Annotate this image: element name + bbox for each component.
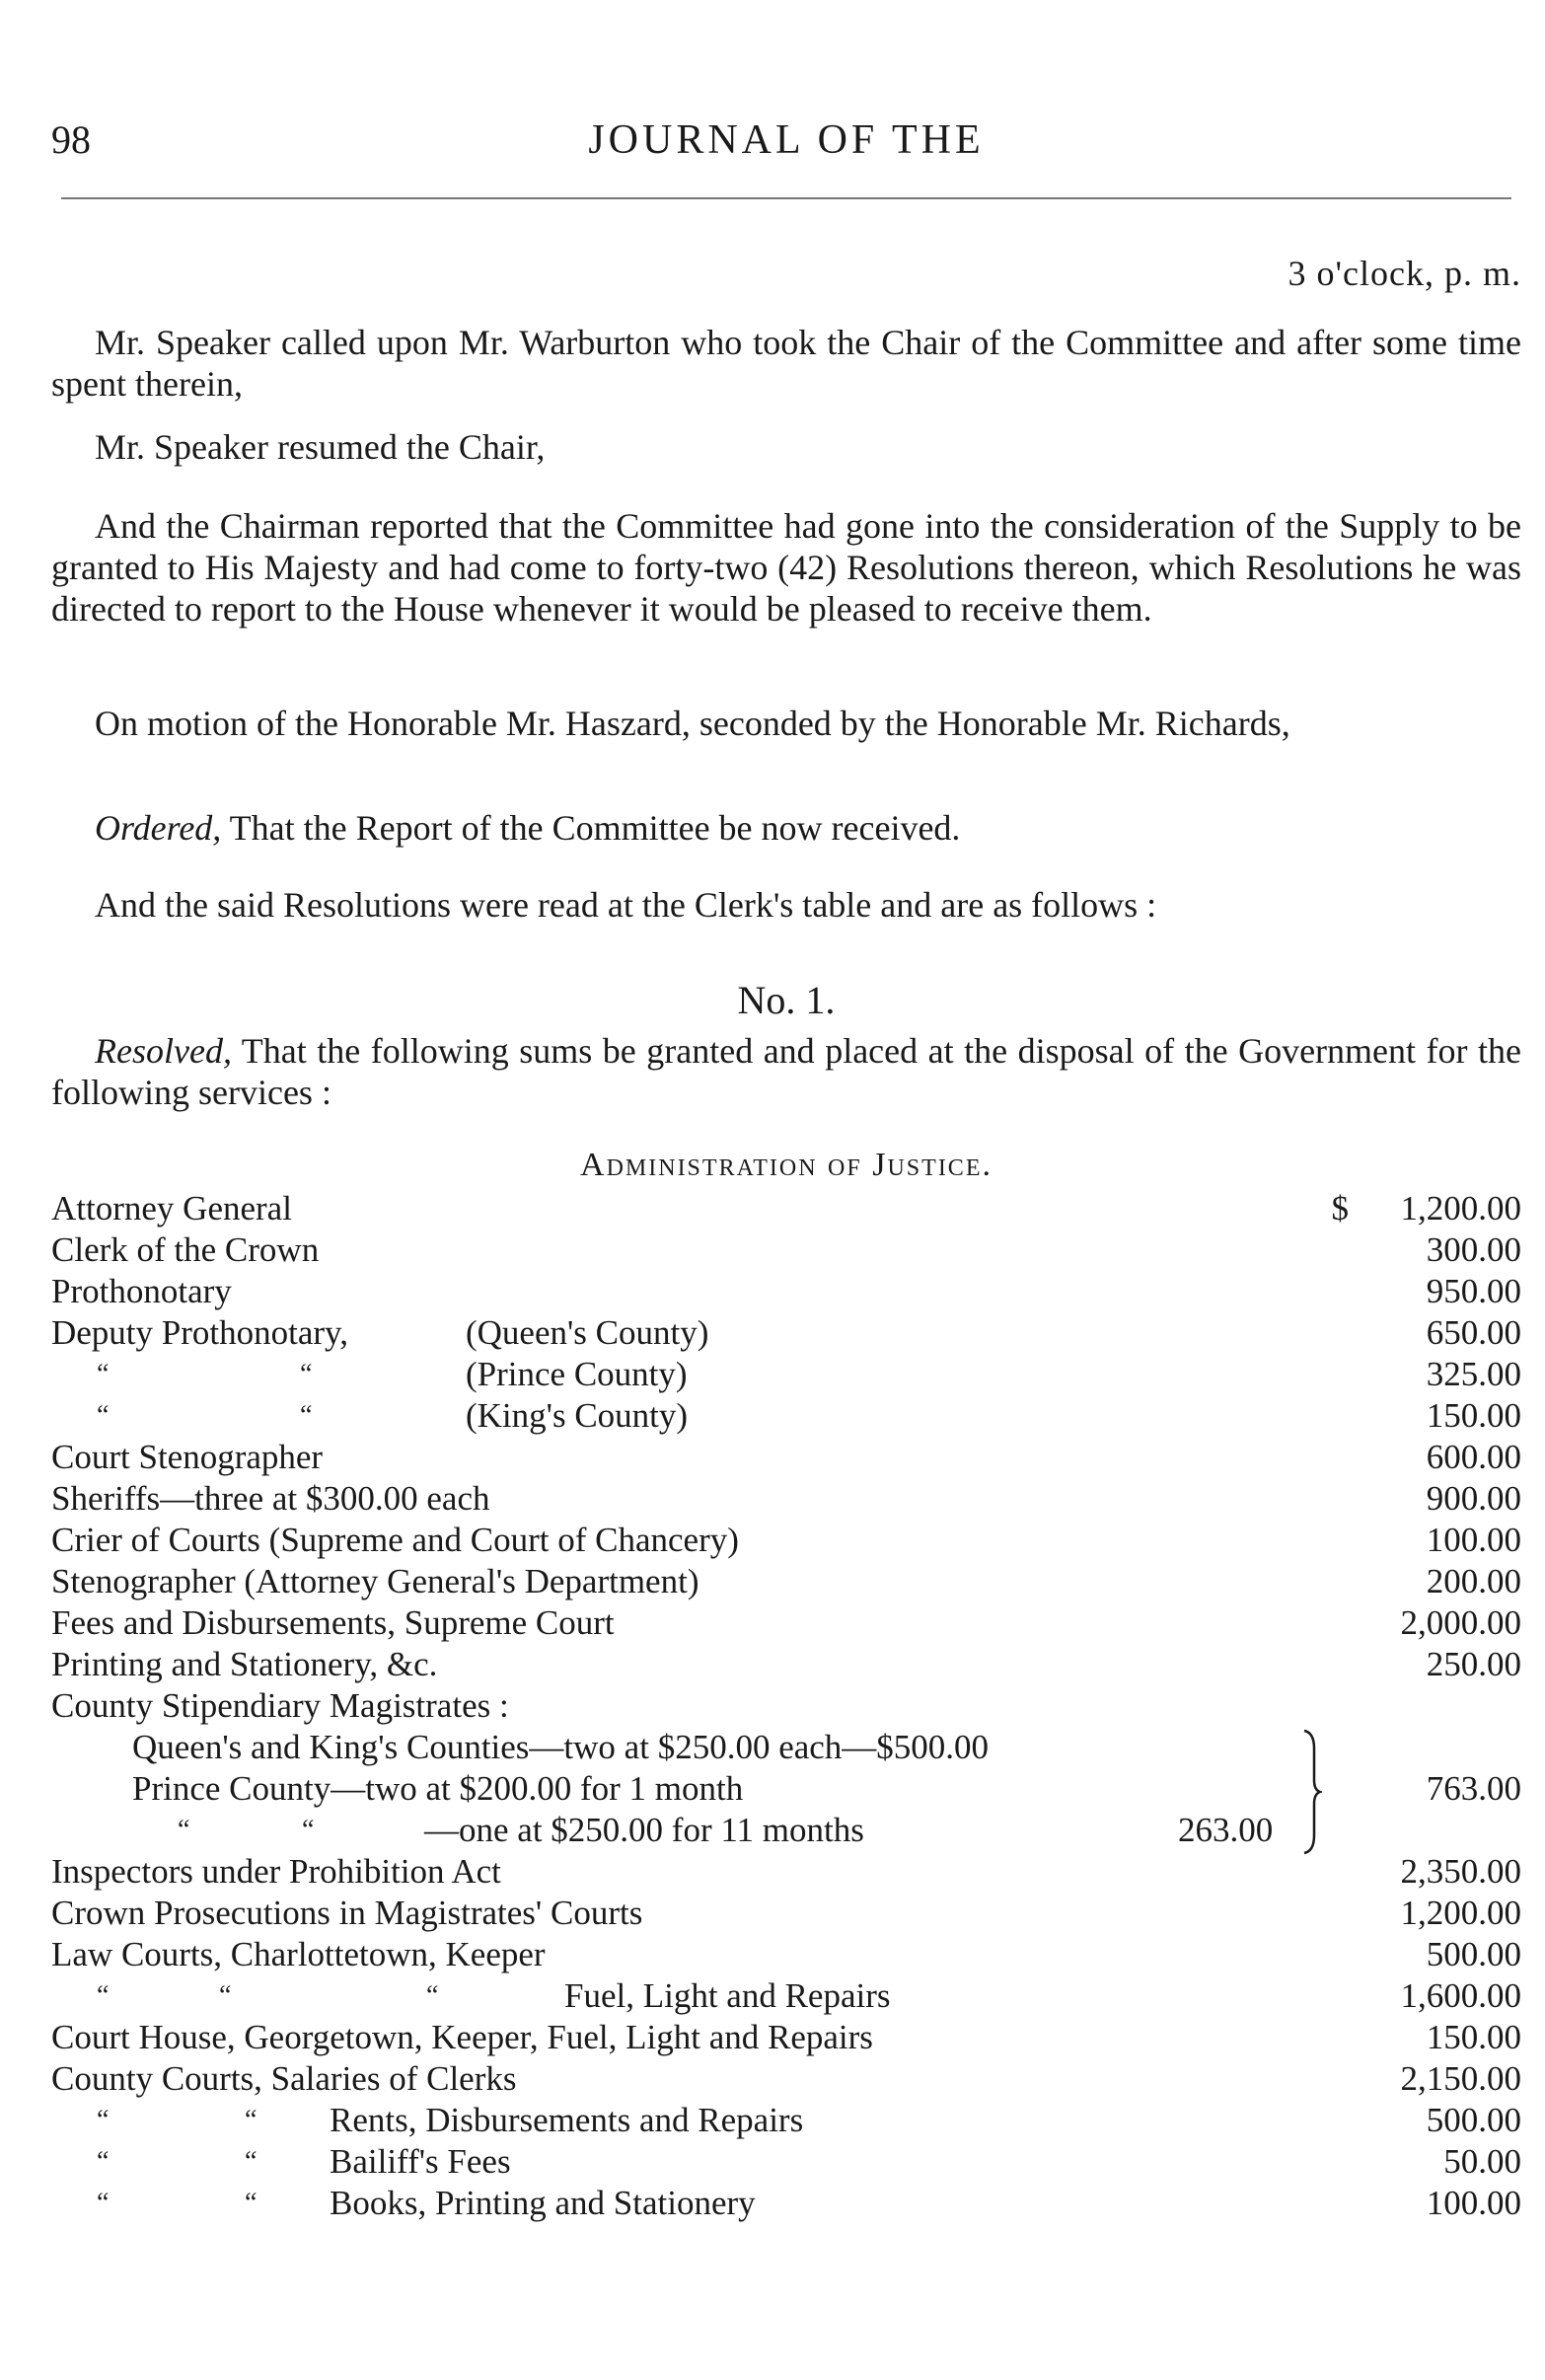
row-amount: 200.00: [1426, 1562, 1521, 1600]
row-sub: (King's County): [466, 1396, 689, 1435]
table-row: [51, 1810, 1521, 1851]
ditto-mark: “: [300, 1359, 313, 1389]
journal-page: [51, 0, 1521, 2380]
table-row: [51, 1602, 1521, 1644]
row-sub: (Prince County): [466, 1355, 688, 1393]
row-label: Printing and Stationery, &c.: [51, 1645, 438, 1683]
row-label: Prothonotary: [51, 1272, 232, 1310]
table-row: [51, 1520, 1521, 1561]
row-label: Deputy Prothonotary,: [51, 1313, 349, 1352]
page-header: [51, 116, 1521, 176]
table-row: [51, 1229, 1521, 1271]
row-sub: Fuel, Light and Repairs: [564, 1976, 891, 2015]
table-row: [51, 1768, 1521, 1810]
ditto-mark: “: [97, 2105, 110, 2135]
ditto-mark: “: [178, 1815, 190, 1845]
section-heading: Administration of Justice.: [580, 1147, 993, 1183]
row-sub: Rents, Disbursements and Repairs: [330, 2101, 804, 2139]
row-label: County Stipendiary Magistrates :: [51, 1686, 509, 1725]
paragraph-resolutions-read: And the said Resolutions were read at the Clerk's table and are as follows :: [95, 885, 1157, 925]
row-amount: 900.00: [1426, 1479, 1521, 1518]
ditto-mark: “: [219, 1980, 232, 2011]
row-sub: Prince County—two at $200.00 for 1 month: [132, 1769, 744, 1808]
table-row: [51, 1354, 1521, 1395]
ditto-mark: “: [97, 1980, 110, 2011]
row-amount: 100.00: [1426, 2184, 1521, 2222]
brace-bracket: [1302, 1729, 1322, 1855]
row-sub: —one at $250.00 for 11 months: [424, 1811, 864, 1849]
ditto-mark: “: [426, 1980, 439, 2011]
row-amount: 500.00: [1426, 2101, 1521, 2139]
row-label: Crier of Courts (Supreme and Court of Chancery): [51, 1521, 739, 1559]
ditto-mark: “: [245, 2188, 258, 2218]
row-label: Stenographer (Attorney General's Department): [51, 1562, 699, 1600]
ditto-mark: “: [245, 2146, 258, 2177]
table-row: [51, 2058, 1521, 2100]
row-label: Court House, Georgetown, Keeper, Fuel, Light and Repairs: [51, 2018, 873, 2056]
table-row: [51, 2183, 1521, 2224]
table-row: [51, 1975, 1521, 2017]
row-amount: 325.00: [1426, 1355, 1521, 1393]
table-row: [51, 1851, 1521, 1893]
row-amount: 1,200.00: [1400, 1894, 1521, 1932]
row-sub: Queen's and King's Counties—two at $250.00 each—$500.00: [132, 1728, 990, 1766]
ditto-mark: “: [97, 2188, 110, 2218]
row-amount: 650.00: [1426, 1313, 1521, 1352]
table-row: [51, 1188, 1521, 1229]
table-row: [51, 1312, 1521, 1354]
row-amount: 2,000.00: [1400, 1603, 1521, 1642]
row-amount: 300.00: [1426, 1230, 1521, 1269]
row-subamount: 263.00: [1178, 1811, 1274, 1849]
table-row: [51, 1727, 1521, 1768]
row-label: Clerk of the Crown: [51, 1230, 320, 1269]
table-row: [51, 1893, 1521, 1934]
ditto-mark: “: [245, 2105, 258, 2135]
row-label: County Courts, Salaries of Clerks: [51, 2059, 517, 2098]
table-row: [51, 1934, 1521, 1975]
resolved-italic: Resolved,: [95, 1031, 232, 1071]
row-amount: 600.00: [1426, 1438, 1521, 1476]
ditto-mark: “: [97, 1359, 110, 1389]
row-sub: Bailiff's Fees: [330, 2142, 511, 2181]
row-label: Inspectors under Prohibition Act: [51, 1852, 501, 1891]
ditto-mark: “: [302, 1815, 315, 1845]
table-row: [51, 1644, 1521, 1685]
table-row: [51, 1437, 1521, 1478]
row-amount: 2,350.00: [1400, 1852, 1521, 1891]
row-label: Crown Prosecutions in Magistrates' Courts: [51, 1894, 643, 1932]
ditto-mark: “: [97, 1400, 110, 1431]
paragraph-chairman-report: And the Chairman reported that the Committee had gone into the consideration of the Supply to be granted to His Majesty and had come to forty-two (42) Resolutions thereon, which Resolutions he was directed to report to the House whenever it would be pleased to receive them.: [51, 506, 1521, 629]
paragraph-committee: Mr. Speaker called upon Mr. Warburton who took the Chair of the Committee and after some time spent therein,: [51, 323, 1521, 404]
dollar-sign: $: [1331, 1189, 1349, 1227]
time-line: 3 o'clock, p. m.: [1288, 254, 1521, 293]
row-sub: Books, Printing and Stationery: [330, 2184, 756, 2222]
row-amount: 1,200.00: [1400, 1189, 1521, 1227]
table-row: [51, 2141, 1521, 2183]
row-label: Law Courts, Charlottetown, Keeper: [51, 1935, 546, 1973]
paragraph-ordered: [51, 807, 1521, 849]
table-row: [51, 2100, 1521, 2141]
row-label: Sheriffs—three at $300.00 each: [51, 1479, 490, 1518]
table-row: [51, 2017, 1521, 2058]
row-amount: 50.00: [1443, 2142, 1521, 2181]
ordered-italic: Ordered,: [95, 808, 222, 848]
row-amount: 250.00: [1426, 1645, 1521, 1683]
row-amount: 950.00: [1426, 1272, 1521, 1310]
header-rule: [61, 197, 1511, 199]
table-row: [51, 1478, 1521, 1520]
table-row: [51, 1271, 1521, 1312]
page-number: 98: [51, 117, 91, 162]
paragraph-resolved: [51, 1030, 1521, 1113]
row-label: Court Stenographer: [51, 1438, 324, 1476]
paragraph-motion: On motion of the Honorable Mr. Haszard, seconded by the Honorable Mr. Richards,: [95, 704, 1290, 743]
table-row: [51, 1685, 1521, 1727]
row-amount: 150.00: [1426, 1396, 1521, 1435]
resolution-heading: No. 1.: [737, 978, 836, 1022]
resolved-text: That the following sums be granted and placed at the disposal of the Government for the following services :: [51, 1031, 1521, 1112]
ditto-mark: “: [300, 1400, 313, 1431]
table-row: [51, 1395, 1521, 1437]
ordered-text: That the Report of the Committee be now received.: [221, 808, 961, 848]
running-title: JOURNAL OF THE: [588, 117, 985, 163]
row-label: Fees and Disbursements, Supreme Court: [51, 1603, 615, 1642]
ditto-mark: “: [97, 2146, 110, 2177]
row-label: Attorney General: [51, 1189, 292, 1227]
paragraph-speaker-resumed: Mr. Speaker resumed the Chair,: [95, 427, 546, 467]
table-row: [51, 1561, 1521, 1602]
row-sub: (Queen's County): [466, 1313, 709, 1352]
row-amount: 1,600.00: [1400, 1976, 1521, 2015]
row-amount: 2,150.00: [1400, 2059, 1521, 2098]
row-amount: 763.00: [1426, 1769, 1521, 1808]
row-amount: 100.00: [1426, 1521, 1521, 1559]
row-amount: 150.00: [1426, 2018, 1521, 2056]
row-amount: 500.00: [1426, 1935, 1521, 1973]
